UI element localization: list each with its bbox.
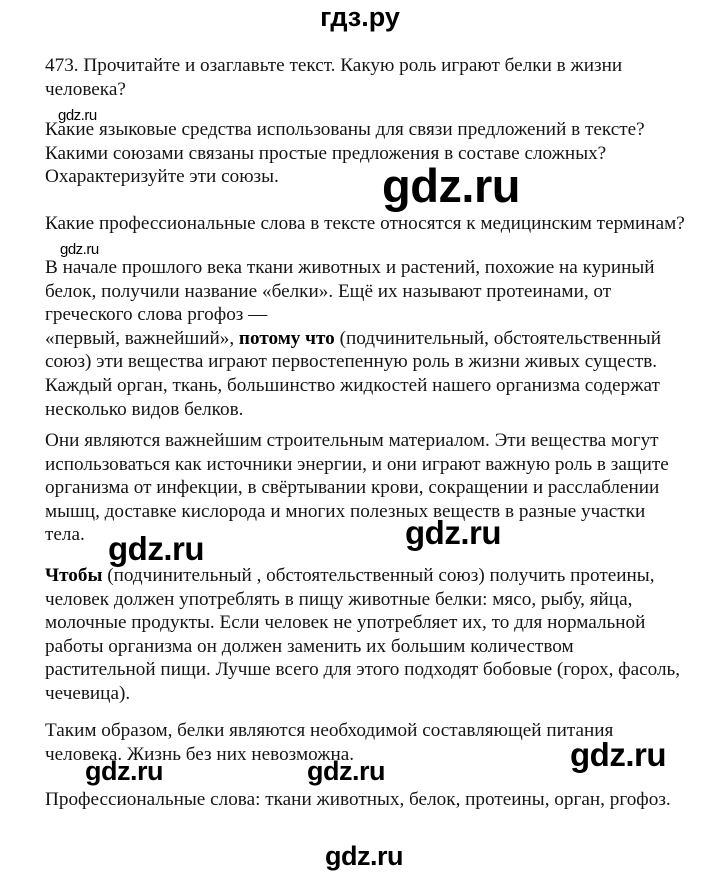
text-line: греческого слова ргофоз — [45, 304, 268, 326]
text-line: организма от инфекции, в свёртывании крови, сокращении и расслаблении [45, 477, 660, 499]
task-line: Какие профессиональные слова в тексте относятся к медицинским терминам? [45, 213, 685, 234]
text-line: Профессиональные слова: ткани животных, белок, протеины, орган, ргофоз. [45, 789, 671, 810]
task-line: человека? [45, 78, 126, 100]
watermark-large: gdz.ru [570, 736, 666, 773]
answer-paragraph-1 [45, 256, 661, 421]
text-line: мышц, доставке кислорода и многих полезных веществ в разные участки [45, 500, 646, 522]
task-question [45, 54, 622, 101]
text-line: человек должен употреблять в пищу животные белки: мясо, рыбу, яйца, [45, 588, 633, 610]
text-line: тела. [45, 524, 85, 546]
text-line: растительной пищи. Лучше всего для этого подходят бобовые (горох, фасоль, [45, 659, 681, 681]
task-line: Какими союзами связаны простые предложения в составе сложных? [45, 142, 607, 164]
text-line: молочные продукты. Если человек не употребляет их, то для нормальной [45, 612, 646, 634]
task-line: Охарактеризуйте эти союзы. [45, 166, 279, 188]
watermark-large: gdz.ru [307, 756, 385, 786]
task-question-3 [45, 212, 685, 236]
text-fragment: (подчинительный , обстоятельственный союз) получить протеины, [102, 565, 655, 586]
watermark-large: gdz.ru [85, 756, 163, 786]
task-line: Какие языковые средства использованы для связи предложений в тексте? [45, 119, 645, 140]
text-line: чечевица). [45, 682, 131, 704]
text-line: союз) эти вещества играют первостепенную роль в жизни живых существ. [45, 351, 658, 373]
text-line [45, 327, 661, 351]
answer-paragraph-3 [45, 564, 680, 706]
task-line: 473. Прочитайте и озаглавьте текст. Какую роль играют белки в жизни [45, 55, 623, 76]
text-line: В начале прошлого века ткани животных и растений, похожие на куриный [45, 257, 655, 278]
text-line: использоваться как источники энергии, и они играют важную роль в защите [45, 453, 669, 475]
site-title: гдз.ру [320, 2, 400, 32]
text-line: Каждый орган, ткань, большинство жидкостей нашего организма содержат [45, 374, 660, 396]
watermark-small: gdz.ru [58, 107, 97, 124]
watermark-large: gdz.ru [382, 159, 520, 212]
conjunction-bold: потому что [238, 327, 335, 349]
text-fragment: «первый, важнейший», [45, 327, 239, 349]
text-fragment: (подчинительный, обстоятельственный [334, 327, 662, 349]
text-line: человека. Жизнь без них невозможна. [45, 743, 355, 765]
task-question-2 [45, 118, 645, 189]
text-line: Таким образом, белки являются необходимой составляющей питания [45, 720, 614, 741]
watermark-small: gdz.ru [60, 241, 99, 258]
text-line: несколько видов белков. [45, 398, 244, 420]
text-line: Они являются важнейшим строительным материалом. Эти вещества могут [45, 430, 659, 451]
conjunction-bold: Чтобы [45, 565, 103, 586]
watermark-large: gdz.ru [108, 530, 204, 567]
watermark-large: gdz.ru [325, 841, 403, 871]
text-line [45, 564, 680, 588]
answer-professional-words [45, 788, 671, 812]
watermark-large: gdz.ru [405, 514, 501, 551]
text-line: работы организма он должен заменить их большим количеством [45, 635, 574, 657]
text-line: белок, получили название «белки». Ещё их называют протеинами, от [45, 280, 612, 302]
